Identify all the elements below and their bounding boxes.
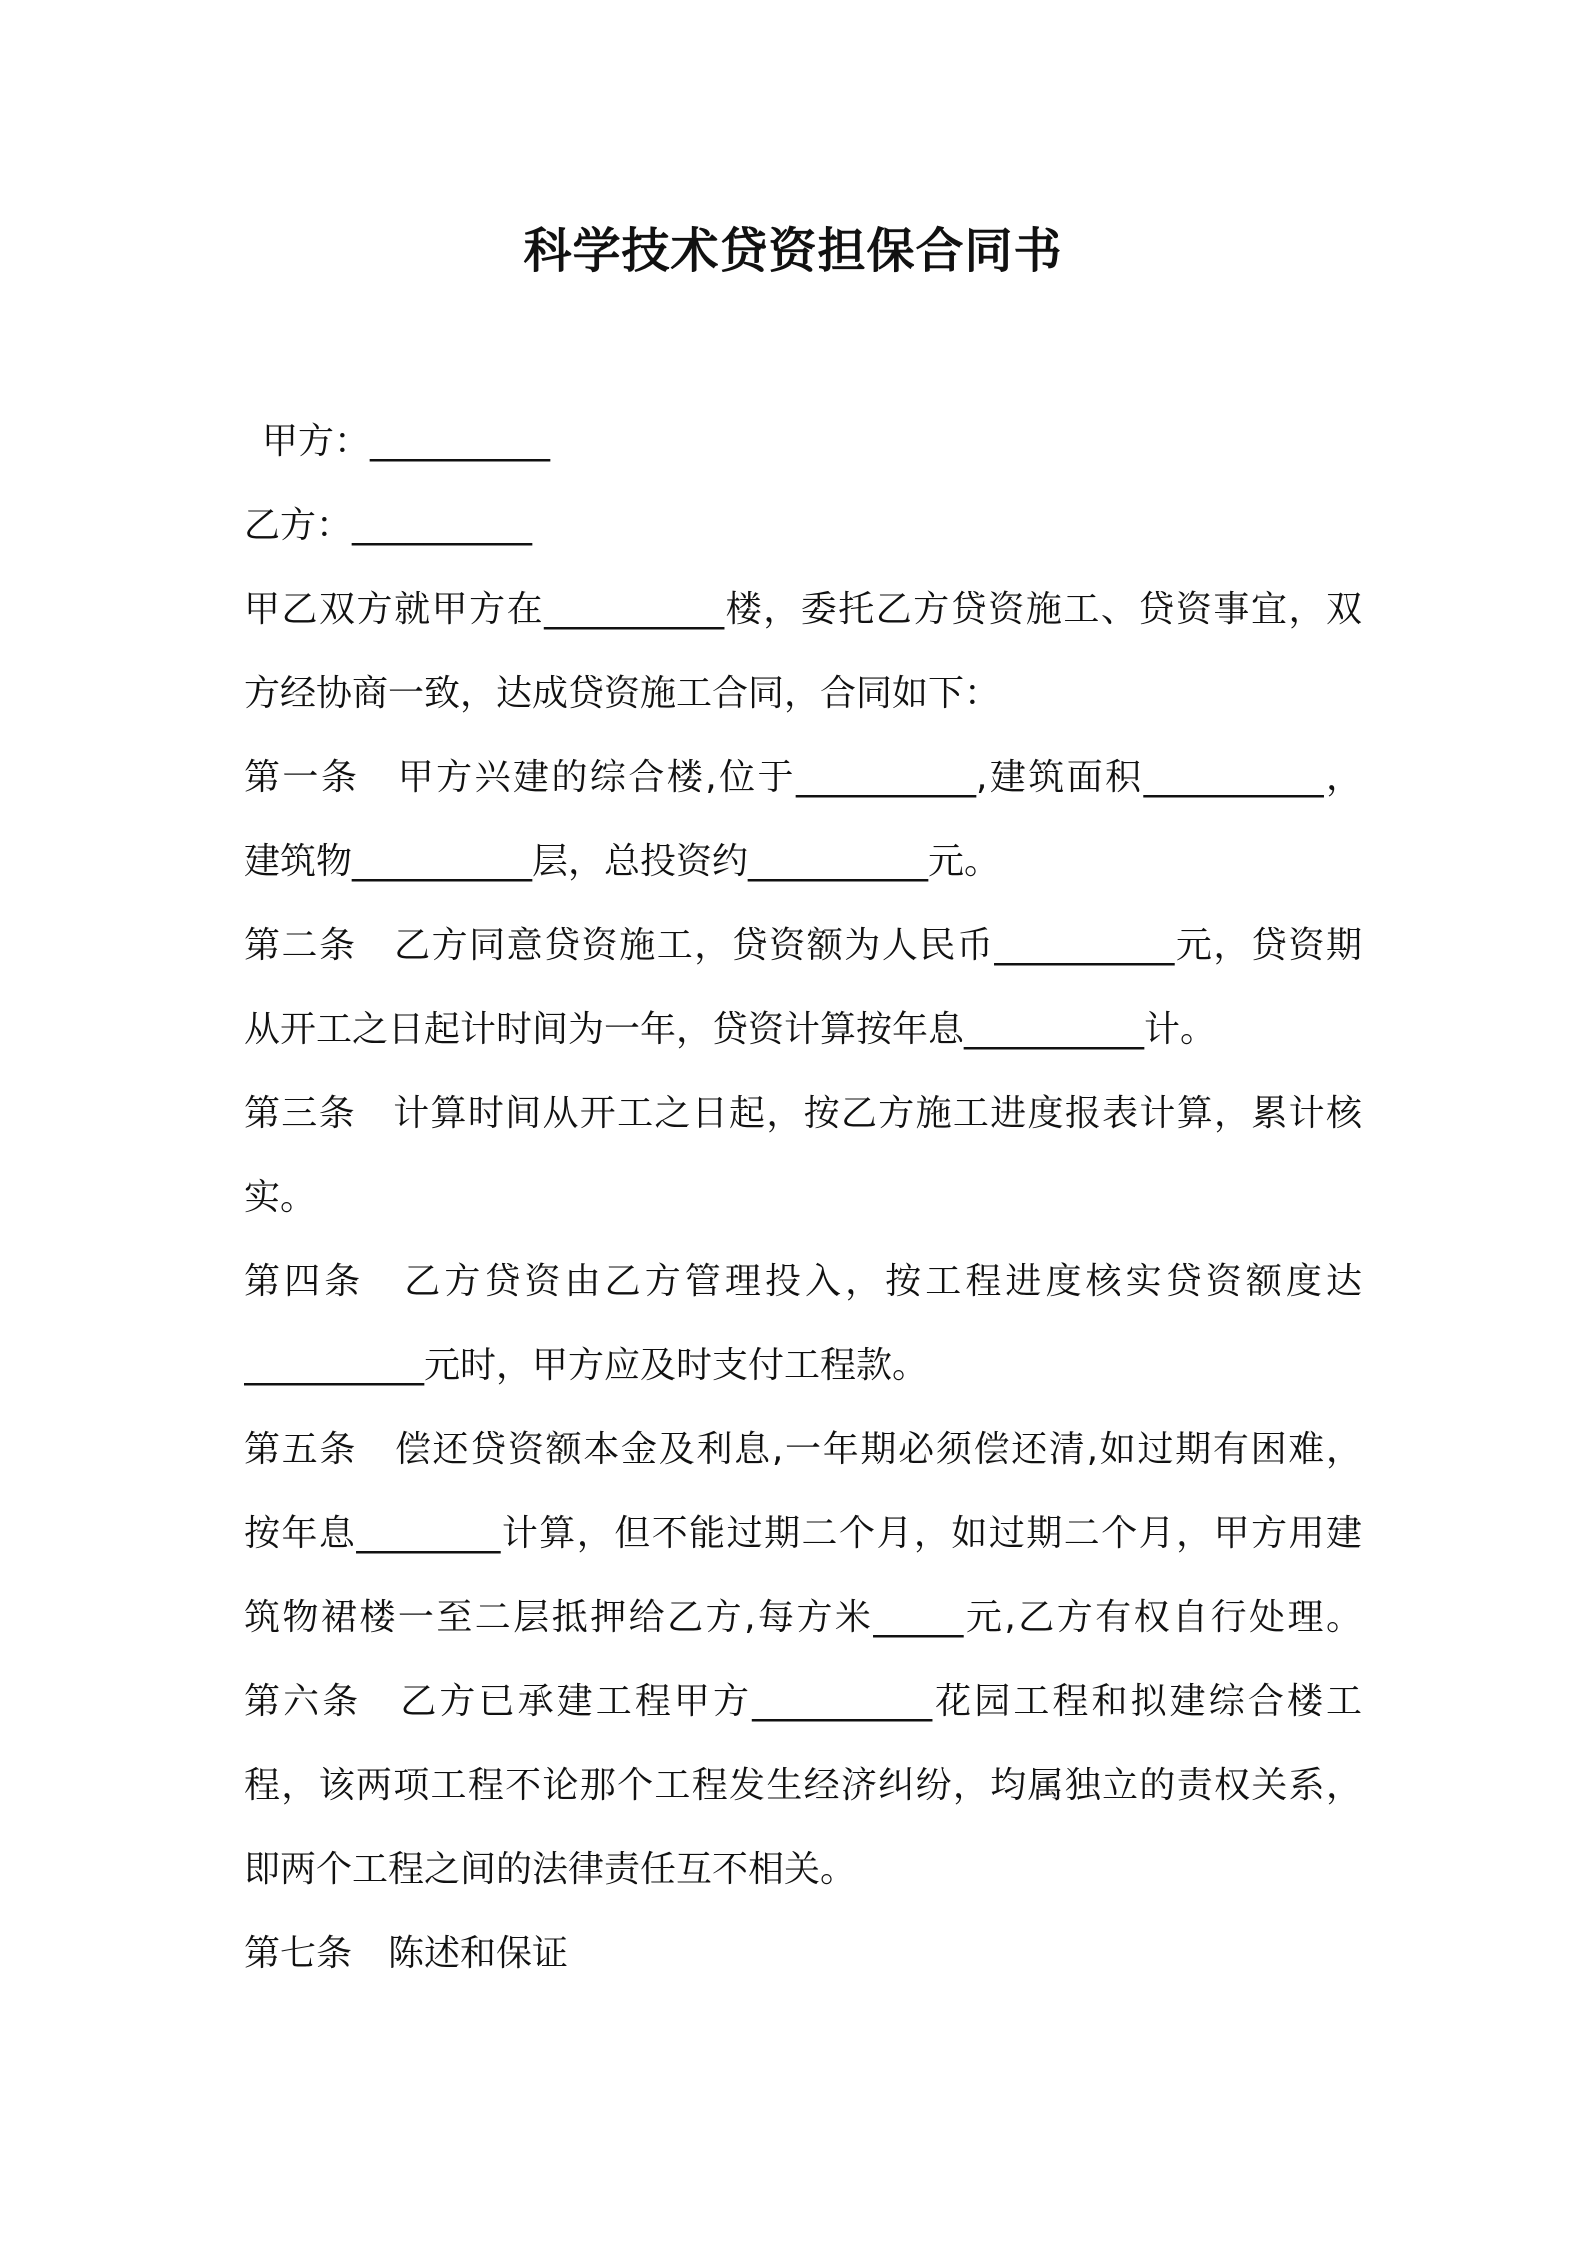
- document-title: 科学技术贷资担保合同书: [523, 223, 1063, 279]
- article-5-line-2: 按年息________计算，但不能过期二个月，如过期二个月，甲方用建: [244, 1513, 1362, 1554]
- intro-line-2: 方经协商一致，达成贷资施工合同，合同如下：: [244, 673, 1001, 714]
- party-b-line: 乙方：__________: [244, 505, 533, 546]
- article-7-line-1: 第七条 陈述和保证: [244, 1933, 569, 1974]
- intro-line-1: 甲乙双方就甲方在__________楼，委托乙方贷资施工、贷资事宜，双: [244, 589, 1362, 630]
- article-2-line-1: 第二条 乙方同意贷资施工，贷资额为人民币__________元，贷资期: [244, 925, 1362, 966]
- article-3-line-2: 实。: [244, 1177, 317, 1218]
- article-5-line-3: 筑物裙楼一至二层抵押给乙方,每方米_____元,乙方有权自行处理。: [244, 1597, 1362, 1638]
- party-a-line: 甲方：__________: [262, 421, 551, 462]
- article-1-line-2: 建筑物__________层，总投资约__________元。: [244, 841, 1001, 882]
- article-4-line-1: 第四条 乙方贷资由乙方管理投入，按工程进度核实贷资额度达: [244, 1261, 1362, 1302]
- article-2-line-2: 从开工之日起计时间为一年，贷资计算按年息__________计。: [244, 1009, 1217, 1050]
- article-6-line-2: 程，该两项工程不论那个工程发生经济纠纷，均属独立的责权关系，: [244, 1765, 1362, 1806]
- article-5-line-1: 第五条 偿还贷资额本金及利息,一年期必须偿还清,如过期有困难，: [244, 1429, 1362, 1470]
- article-4-line-2: __________元时，甲方应及时支付工程款。: [244, 1345, 929, 1386]
- article-6-line-3: 即两个工程之间的法律责任互不相关。: [244, 1849, 857, 1890]
- article-1-line-1: 第一条 甲方兴建的综合楼,位于__________,建筑面积__________，: [244, 757, 1362, 798]
- article-6-line-1: 第六条 乙方已承建工程甲方__________花园工程和拟建综合楼工: [244, 1681, 1362, 1722]
- article-3-line-1: 第三条 计算时间从开工之日起，按乙方施工进度报表计算，累计核: [244, 1093, 1362, 1134]
